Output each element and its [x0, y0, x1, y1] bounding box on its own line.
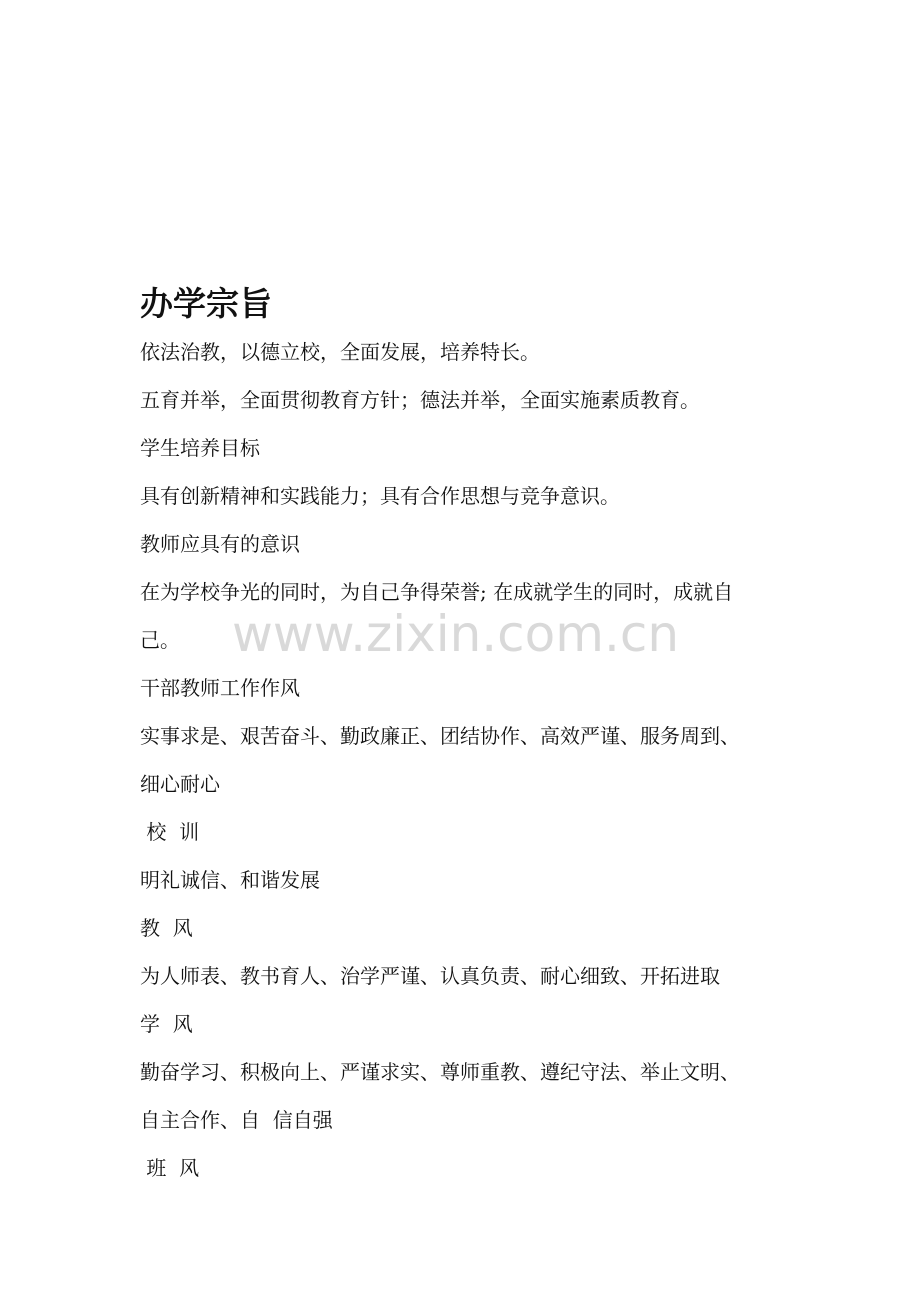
section-label: 干部教师工作作风	[140, 676, 300, 700]
watermark: www.zixin.com.cn	[232, 605, 680, 663]
text-line: 为人师表、教书育人、治学严谨、认真负责、耐心细致、开拓进取	[140, 964, 720, 988]
text-line: 勤奋学习、积极向上、严谨求实、尊师重教、遵纪守法、举止文明、	[140, 1060, 740, 1084]
section-label: 教 风	[140, 916, 193, 940]
text-line: 明礼诚信、和谐发展	[140, 868, 320, 892]
text-line: 五育并举，全面贯彻教育方针；德法并举，全面实施素质教育。	[140, 388, 700, 412]
text-line: 自主合作、自 信自强	[140, 1108, 333, 1132]
text-line: 具有创新精神和实践能力；具有合作思想与竞争意识。	[140, 484, 620, 508]
text-line: 细心耐心	[140, 772, 220, 796]
section-label: 校 训	[140, 820, 200, 844]
document-title: 办学宗旨	[140, 284, 272, 323]
text-line: 依法治教，以德立校，全面发展，培养特长。	[140, 340, 540, 364]
section-label: 学生培养目标	[140, 436, 260, 460]
text-line: 实事求是、艰苦奋斗、勤政廉正、团结协作、高效严谨、服务周到、	[140, 724, 740, 748]
text-line: 在为学校争光的同时，为自己争得荣誉; 在成就学生的同时，成就自	[140, 580, 734, 604]
text-line: 己。	[140, 628, 180, 652]
section-label: 教师应具有的意识	[140, 532, 300, 556]
section-label: 学 风	[140, 1012, 193, 1036]
section-label: 班 风	[140, 1156, 200, 1180]
